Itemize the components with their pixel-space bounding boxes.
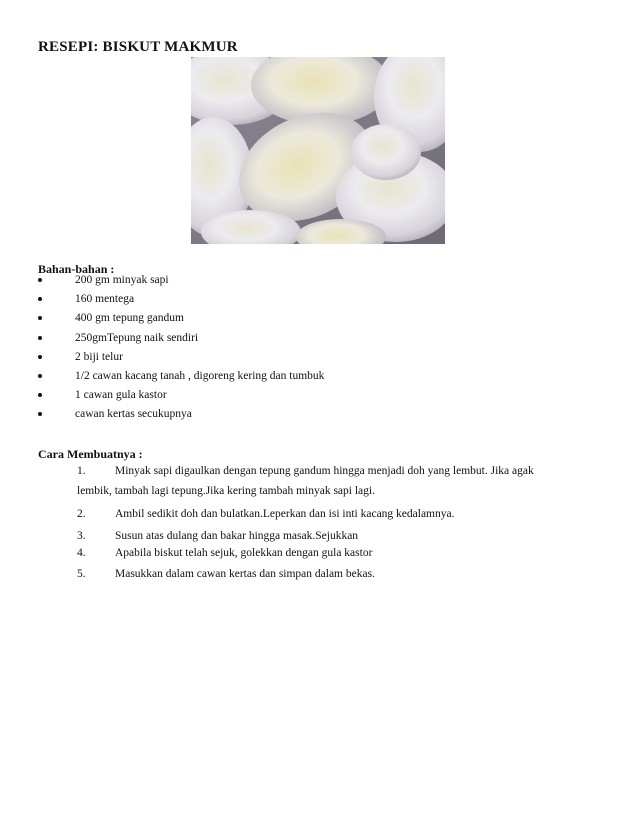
step-number: 2. bbox=[77, 508, 86, 520]
method-heading: Cara Membuatnya : bbox=[38, 447, 143, 461]
step-text: Ambil sedikit doh dan bulatkan.Leperkan dan isi inti kacang kedalamnya. bbox=[115, 508, 455, 520]
biscuit-image bbox=[191, 57, 445, 244]
step-number: 4. bbox=[77, 547, 86, 559]
step-text: Susun atas dulang dan bakar hingga masak.Sejukkan bbox=[115, 530, 359, 542]
page-title: RESEPI: BISKUT MAKMUR bbox=[38, 39, 238, 55]
step-text: Apabila biskut telah sejuk, golekkan dengan gula kastor bbox=[115, 547, 373, 559]
step-number: 1. bbox=[77, 465, 86, 477]
ingredients-heading: Bahan-bahan : bbox=[38, 262, 115, 276]
step-number: 3. bbox=[77, 530, 86, 542]
step-text: Minyak sapi digaulkan dengan tepung gandum hingga menjadi doh yang lembut. Jika agak bbox=[115, 465, 534, 477]
step-text: Masukkan dalam cawan kertas dan simpan dalam bekas. bbox=[115, 568, 375, 580]
biscuit-photo bbox=[191, 57, 445, 244]
step-text-continued: lembik, tambah lagi tepung.Jika kering tambah minyak sapi lagi. bbox=[77, 485, 375, 497]
step-number: 5. bbox=[77, 568, 86, 580]
